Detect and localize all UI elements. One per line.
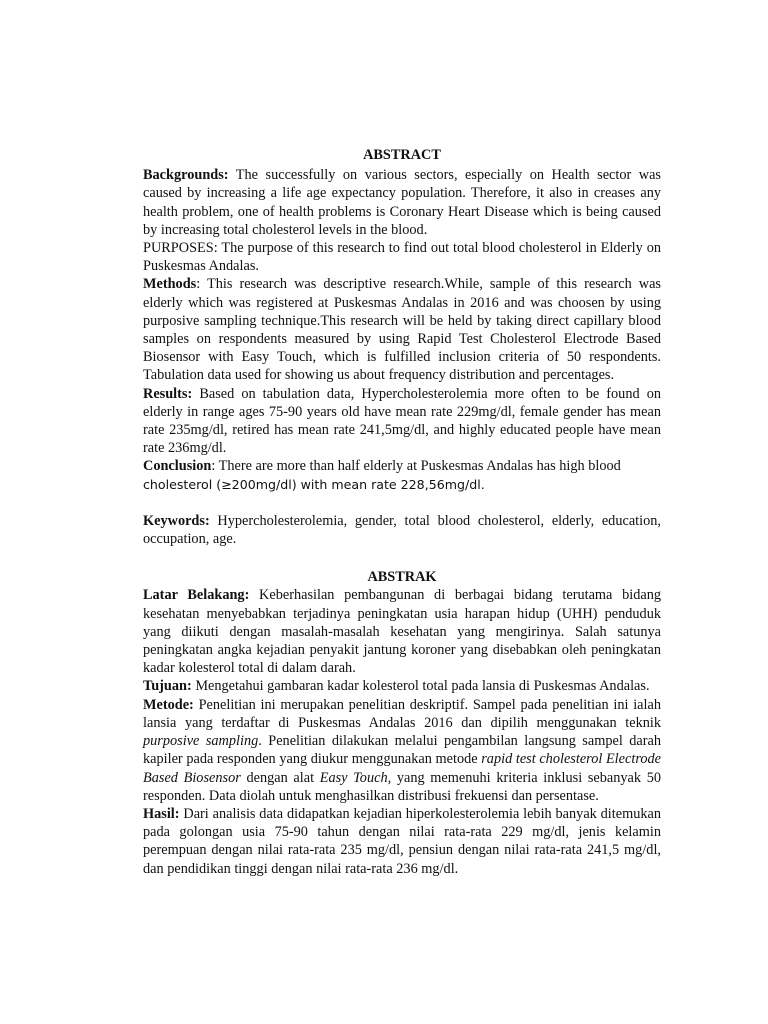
hasil-label: Hasil: xyxy=(143,805,180,822)
tujuan-label: Tujuan: xyxy=(143,678,192,695)
spacer xyxy=(143,494,661,512)
metode-text-2: . Penelitian dilakukan melalui pengambilan langsung sampel darah kapiler pada responden yang diukur menggunakan metode xyxy=(143,733,661,768)
methods-label: Methods xyxy=(143,276,197,293)
conclusion-label: Conclusion xyxy=(143,458,212,475)
methods-text: : This research was descriptive research.While, sample of this research was elderly which was registered at Puskesmas Andalas in 2016 and was choosen by using purposive sampling technique.This research will be held by taking direct capillary blood samples on respondents measured by using Rapid Test Cholesterol Electrode Based Biosensor with Easy Touch, which is fulfilled inclusion criteria of 50 respondents. Tabulation data used for showing us about frequency distribution and percentages. xyxy=(143,276,661,384)
metode-text-3: dengan alat xyxy=(240,769,320,786)
results-paragraph xyxy=(143,385,661,458)
spacer xyxy=(143,548,661,568)
metode-italic-rapid-test: rapid test cholesterol Electrode Based Biosensor xyxy=(143,751,661,786)
backgrounds-label: Backgrounds: xyxy=(143,167,229,184)
hasil-text: Dari analisis data didapatkan kejadian hiperkolesterolemia lebih banyak ditemukan pada golongan usia 75-90 tahun dengan nilai rata-rata 229 mg/dl, jenis kelamin perempuan dengan nilai rata-rata 235 mg/dl, pensiun dengan nilai rata-rata 241,5 mg/dl, dan pendidikan tinggi dengan nilai rata-rata 236 mg/dl. xyxy=(143,805,661,877)
methods-paragraph xyxy=(143,275,661,384)
tujuan-text: Mengetahui gambaran kadar kolesterol total pada lansia di Puskesmas Andalas. xyxy=(191,678,650,695)
keywords-paragraph xyxy=(143,512,661,548)
keywords-text: Hypercholesterolemia, gender, total blood cholesterol, elderly, education, occupation, age. xyxy=(143,512,661,548)
purposes-paragraph xyxy=(143,239,661,275)
results-label: Results: xyxy=(143,385,193,402)
metode-text-4: yang memenuhi kriteria inklusi sebanyak 50 responden. Data diolah untuk menghasilkan distribusi frekuensi dan persentase. xyxy=(143,769,662,804)
abstrak-heading: ABSTRAK xyxy=(367,569,437,586)
hasil-paragraph xyxy=(143,805,661,878)
metode-italic-easy-touch: Easy Touch, xyxy=(319,769,392,786)
keywords-label: Keywords: xyxy=(143,512,210,529)
latar-belakang-text: Keberhasilan pembangunan di berbagai bidang terutama bidang kesehatan menyebabkan terjadinya peningkatan usia harapan hidup (UHH) penduduk yang diikuti dengan masalah-masalah kesehatan yang mengirinya. Salah satunya peningkatan angka kejadian penyakit jantung koroner yang disebabkan oleh peningkatan kadar kolesterol total di dalam darah. xyxy=(143,587,661,677)
metode-text-1: Penelitian ini merupakan penelitian deskriptif. Sampel pada penelitian ini ialah lansia yang terdaftar di Puskesmas Andalas 2016 dan dipilih menggunakan teknik xyxy=(143,696,661,731)
backgrounds-text: The successfully on various sectors, especially on Health sector was caused by increasing a life age expectancy population. Therefore, it also in creases any health problem, one of health problems is Coronary Heart Disease which is being caused by increasing total cholesterol levels in the blood. xyxy=(143,167,661,238)
abstract-heading: ABSTRACT xyxy=(363,147,441,163)
conclusion-text-continued: cholesterol (≥200mg/dl) with mean rate 228,56mg/dl. xyxy=(143,476,485,492)
results-text: Based on tabulation data, Hypercholesterolemia more often to be found on elderly in range ages 75-90 years old have mean rate 229mg/dl, female gender has mean rate 235mg/dl, retired has mean rate 241,5mg/dl, and highly educated people have mean rate 236mg/dl. xyxy=(143,385,661,457)
purposes-text: PURPOSES: The purpose of this research to find out total blood cholesterol in Elderly on Puskesmas Andalas. xyxy=(143,240,661,275)
latar-belakang-paragraph xyxy=(143,586,661,677)
tujuan-paragraph xyxy=(143,677,661,695)
conclusion-paragraph xyxy=(143,457,661,493)
metode-label: Metode: xyxy=(143,696,194,713)
abstract-content xyxy=(143,146,661,878)
metode-paragraph xyxy=(143,696,661,805)
conclusion-text: : There are more than half elderly at Puskesmas Andalas has high blood xyxy=(211,458,621,475)
latar-belakang-label: Latar Belakang: xyxy=(143,587,250,604)
backgrounds-paragraph xyxy=(143,166,661,239)
metode-italic-purposive-sampling: purposive sampling xyxy=(143,733,259,750)
